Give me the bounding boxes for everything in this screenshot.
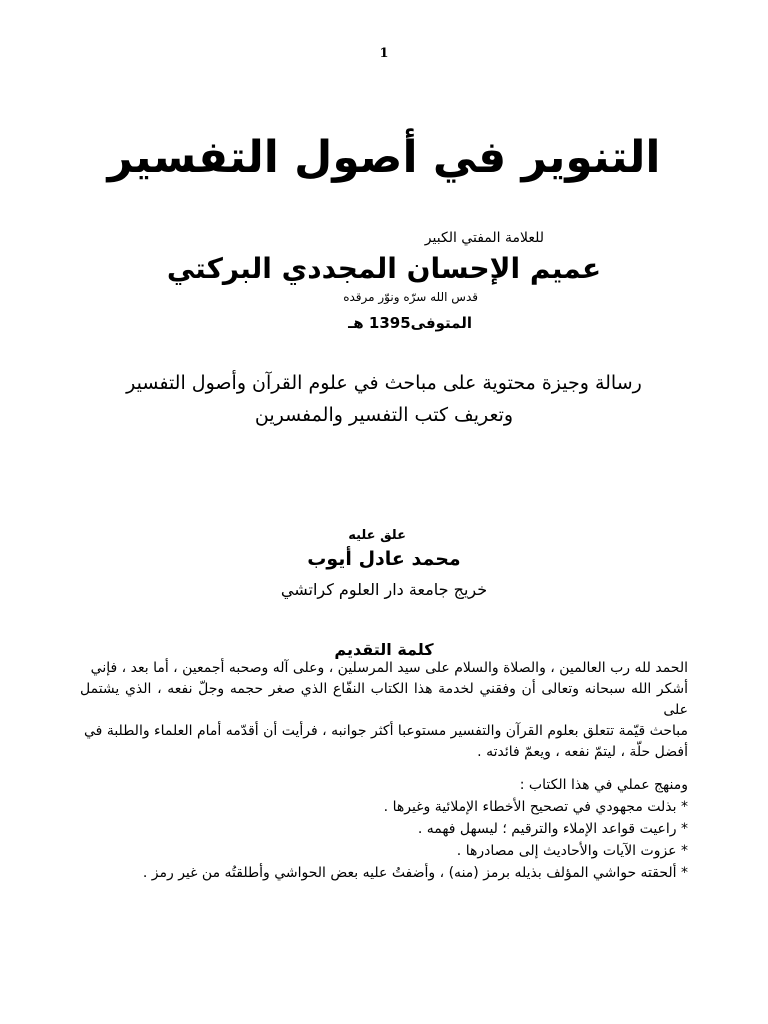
introduction-line: مباحث قيّمة تتعلق بعلوم القرآن والتفسير مستوعبا أكثر جوانبه ، فرأيت أن أقدّمه أمام العلماء والطلبة في	[84, 723, 688, 739]
book-title: التنوير في أصول التفسير	[107, 132, 661, 183]
introduction-line: أشكر الله سبحانه وتعالى أن وفقني لخدمة هذا الكتاب النفّاع الذي صغر حجمه وجلّ نفعه ، الذي يشتمل على	[80, 681, 688, 718]
method-item: * ألحقته حواشي المؤلف بذيله برمز (منه) ، وأضفتُ عليه بعض الحواشي وأطلقتُه من غير رمز .	[142, 865, 688, 881]
author-name: عميم الإحسان المجددي البركتي	[166, 252, 602, 285]
method-heading: ومنهج عملي في هذا الكتاب :	[519, 777, 688, 793]
method-item: * بذلت مجهودي في تصحيح الأخطاء الإملائية وغيرها .	[383, 799, 688, 815]
annotator-name: محمد عادل أيوب	[307, 548, 461, 570]
page-number: 1	[379, 46, 389, 61]
book-description-line-1: رسالة وجيزة محتوية على مباحث في علوم القرآن وأصول التفسير	[126, 372, 642, 394]
introduction-paragraph	[80, 658, 688, 763]
method-item: * عزوت الآيات والأحاديث إلى مصادرها .	[456, 843, 688, 859]
book-description-line-2: وتعريف كتب التفسير والمفسرين	[254, 404, 514, 426]
author-death-year: المتوفى1395 هـ	[348, 314, 472, 332]
introduction-line: أفضل حلّة ، ليتمّ نفعه ، ويعمّ فائدته .	[477, 744, 688, 760]
introduction-heading: كلمة التقديم	[334, 640, 434, 659]
author-honorific: قدس الله سرّه ونوّر مرقده	[343, 290, 478, 304]
method-item: * راعيت قواعد الإملاء والترقيم ؛ ليسهل فهمه .	[417, 821, 688, 837]
annotator-label: علق عليه	[348, 528, 406, 543]
introduction-line: الحمد لله رب العالمين ، والصلاة والسلام على سيد المرسلين ، وعلى آله وصحبه أجمعين ، أما بعد ، فإني	[90, 660, 688, 676]
method-list	[80, 774, 688, 884]
author-prefix: للعلامة المفتي الكبير	[424, 230, 544, 246]
annotator-description: خريج جامعة دار العلوم كراتشي	[280, 580, 488, 599]
